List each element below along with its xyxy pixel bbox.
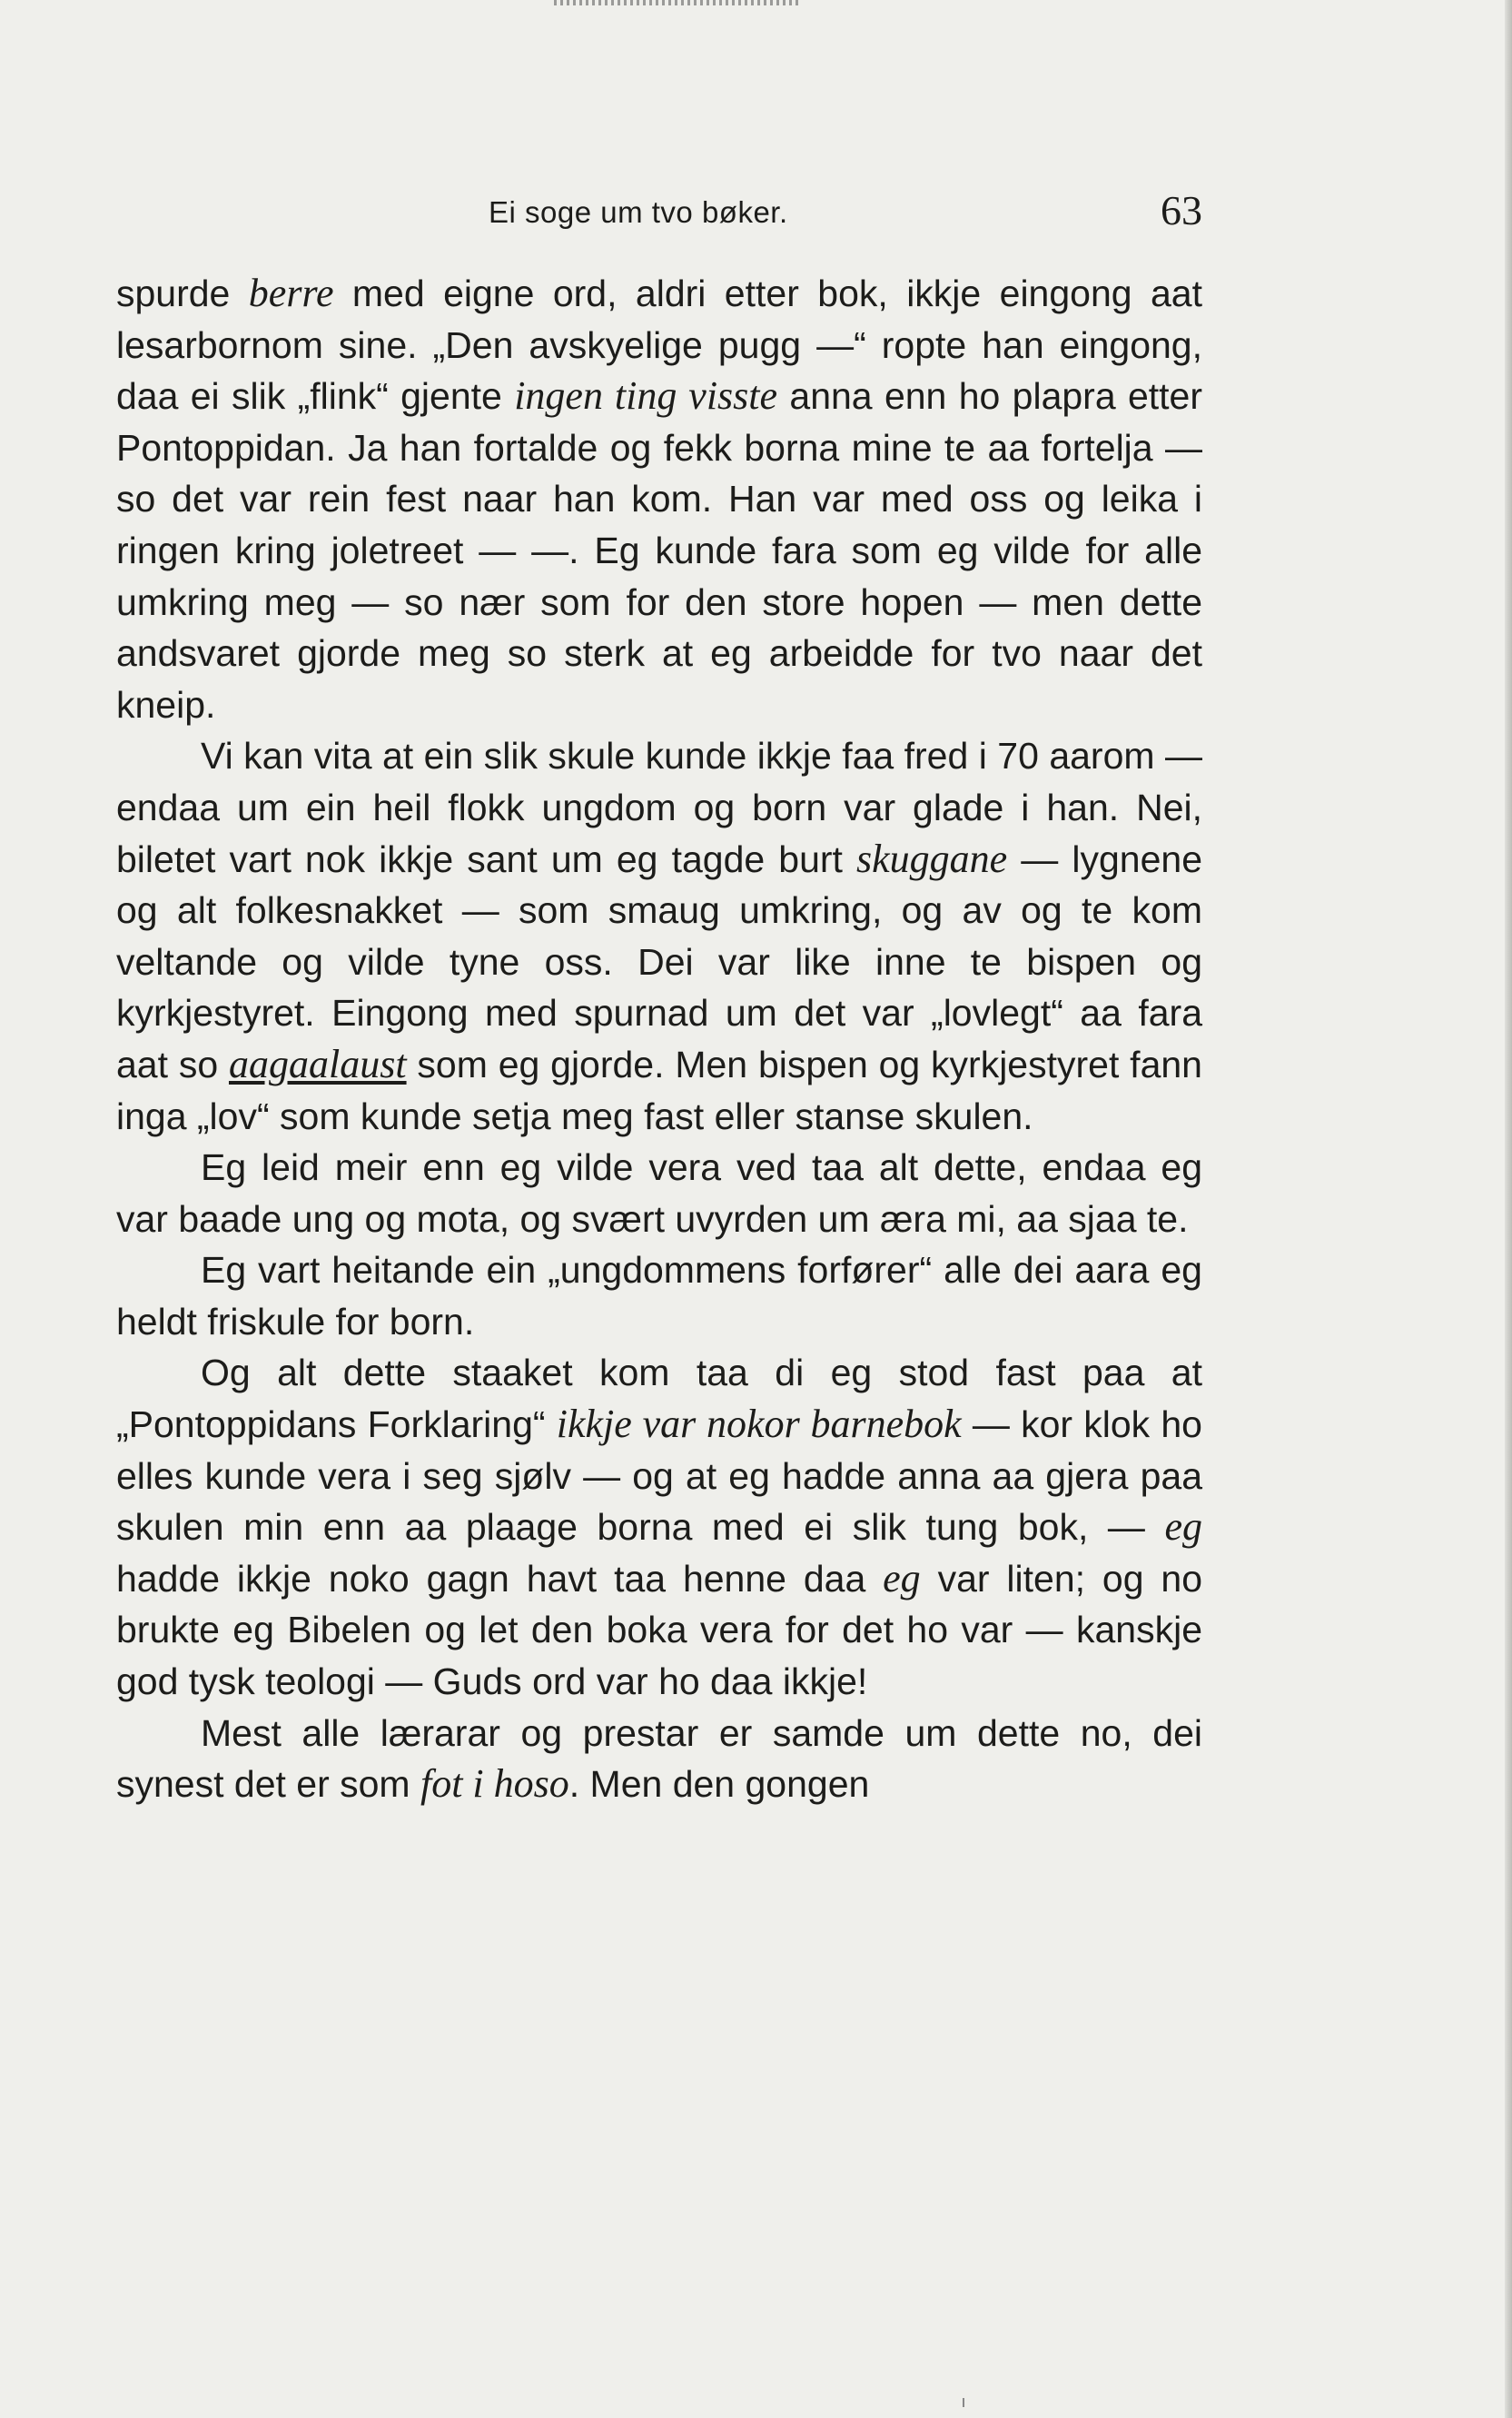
text-run: som eg gjorde. Men bispen og kyrkjestyret fann inga „lov“ som kunde setja meg fast eller stanse skulen. (116, 1043, 1202, 1137)
emphasized-text: fot i hoso (420, 1761, 569, 1807)
page-number: 63 (1161, 187, 1202, 233)
emphasized-text: ikkje var nokor barnebok (556, 1402, 962, 1447)
text-run: Eg vart heitande ein „ungdommens forfører“ alle dei aara eg heldt friskule for born. (116, 1249, 1202, 1343)
emphasized-text: berre (248, 271, 334, 315)
scan-edge-mark (554, 0, 799, 5)
emphasized-text: aagaalaust (228, 1041, 407, 1086)
text-run: anna enn ho plapra etter Pontoppidan. Ja han fortalde og fekk borna mine te aa fortelja — so det var rein fest naar han kom. Han var med oss og leika i ringen kring joletreet — —. Eg kunde fara som eg vilde for alle umkring meg — so nær som for den store hopen — men dette andsvaret gjorde meg so sterk at eg arbeidde for tvo naar det kneip. (116, 375, 1203, 726)
running-title: Ei soge um tvo bøker. (489, 195, 788, 229)
text-run: Vi kan vita at ein slik skule kunde ikkje faa fred i 70 aarom — endaa um ein heil flokk ungdom og born var glade i han. Nei, biletet vart nok ikkje sant um eg tagde burt (116, 735, 1202, 880)
page-header (116, 186, 1202, 241)
page-edge-shadow (1505, 0, 1512, 2418)
text-run: Eg leid meir enn eg vilde vera ved taa alt dette, endaa eg var baade ung og mota, og svært uvyrden um æra mi, aa sjaa te. (116, 1146, 1202, 1240)
text-run: . Men den gongen (568, 1763, 870, 1806)
emphasized-text: ingen ting visste (514, 373, 778, 419)
emphasized-text: eg (883, 1555, 921, 1600)
paragraph (116, 1708, 1202, 1810)
paragraph (116, 268, 1202, 730)
paragraph (116, 1142, 1202, 1244)
emphasized-text: eg (1164, 1504, 1202, 1550)
text-run: Og alt dette staaket kom taa di eg stod fast paa at „Pontoppidans Forklaring“ (116, 1352, 1202, 1446)
text-run: — kor klok ho elles kunde vera i seg sjølv — og at eg hadde anna aa gjera paa skulen min enn aa plaage borna med ei slik tung bok, — (116, 1403, 1202, 1549)
text-run: Mest alle lærarar og prestar er samde um dette no, dei synest det er som (116, 1711, 1202, 1806)
paragraph (116, 730, 1202, 1142)
body-text (116, 268, 1202, 1810)
emphasized-text: skuggane (856, 836, 1008, 881)
text-run: hadde ikkje noko gagn havt taa henne daa (116, 1557, 884, 1600)
paragraph (116, 1244, 1202, 1347)
paragraph (116, 1347, 1202, 1707)
text-run: med eigne ord, aldri etter bok, ikkje eingong aat lesarbornom sine. „Den avskyelige pugg —“ ropte han eingong, daa ei slik „flink“ gjente (116, 273, 1202, 418)
text-run: — lygnene og alt folkesnakket — som smaug umkring, og av og te kom veltande og vilde tyne oss. Dei var like inne te bispen og kyrkjestyret. Eingong med spurnad um det var „lovlegt“ aa fara aat so (116, 837, 1203, 1085)
text-run: var liten; og no brukte eg Bibelen og let den boka vera for det ho var — kanskje god tysk teologi — Guds ord var ho daa ikkje! (116, 1557, 1203, 1703)
text-run: spurde (116, 273, 249, 314)
scan-speck (963, 2398, 964, 2407)
